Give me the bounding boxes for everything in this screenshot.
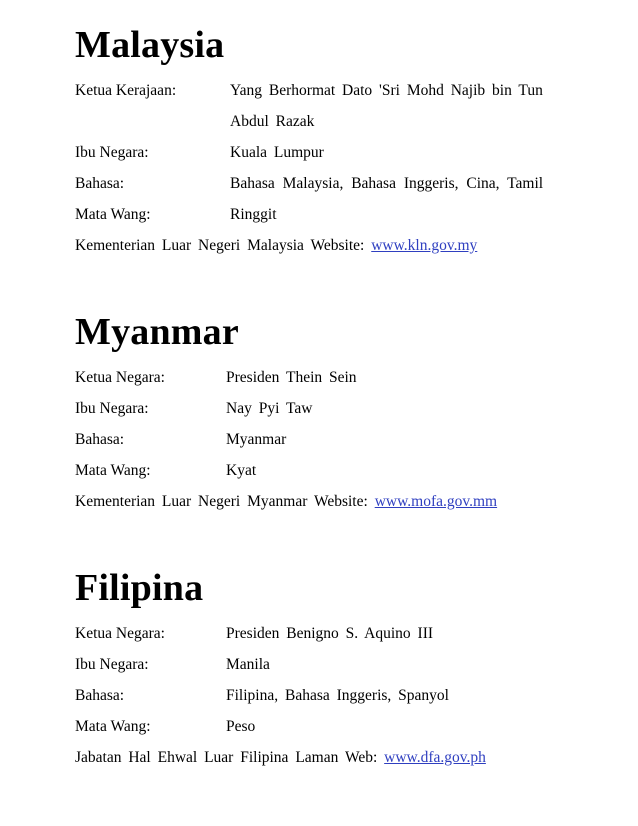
website-text: Jabatan Hal Ehwal Luar Filipina Laman Web: <box>75 749 378 766</box>
info-label: Ibu Negara: <box>75 656 149 673</box>
info-row-head-of-government <box>75 75 575 106</box>
info-value: Abdul Razak <box>230 113 315 130</box>
info-value: Ringgit <box>230 206 277 223</box>
website-link[interactable]: www.kln.gov.my <box>371 237 478 254</box>
info-value: Presiden Benigno S. Aquino III <box>226 625 434 642</box>
country-title: Malaysia <box>75 24 225 66</box>
website-row <box>75 742 575 773</box>
info-label: Ibu Negara: <box>75 144 149 161</box>
info-row-currency <box>75 455 575 486</box>
info-value: Kyat <box>226 462 257 479</box>
info-row-head-of-state <box>75 618 575 649</box>
website-row <box>75 486 575 517</box>
country-title: Myanmar <box>75 311 239 353</box>
info-label: Mata Wang: <box>75 462 151 479</box>
info-label: Bahasa: <box>75 687 125 704</box>
info-value: Nay Pyi Taw <box>226 400 313 417</box>
info-value: Filipina, Bahasa Inggeris, Spanyol <box>226 687 449 704</box>
website-row <box>75 230 575 261</box>
info-label: Ketua Negara: <box>75 369 165 386</box>
info-value: Peso <box>226 718 256 735</box>
info-label: Mata Wang: <box>75 206 151 223</box>
info-row-capital <box>75 137 575 168</box>
info-value: Myanmar <box>226 431 287 448</box>
info-value: Bahasa Malaysia, Bahasa Inggeris, Cina, Tamil <box>230 175 544 192</box>
info-row-currency <box>75 199 575 230</box>
info-row-currency <box>75 711 575 742</box>
info-row-language <box>75 680 575 711</box>
country-section-filipina <box>75 566 575 773</box>
website-link[interactable]: www.mofa.gov.mm <box>374 493 498 510</box>
info-value: Yang Berhormat Dato 'Sri Mohd Najib bin Tun <box>230 82 543 99</box>
info-row-head-of-government-cont <box>75 106 575 137</box>
country-section-malaysia <box>75 23 575 261</box>
website-text: Kementerian Luar Negeri Malaysia Website: <box>75 237 365 254</box>
info-value: Kuala Lumpur <box>230 144 324 161</box>
info-label: Bahasa: <box>75 175 125 192</box>
info-value: Manila <box>226 656 270 673</box>
info-label: Bahasa: <box>75 431 125 448</box>
info-row-head-of-state <box>75 362 575 393</box>
info-label: Ketua Negara: <box>75 625 165 642</box>
info-label: Ketua Kerajaan: <box>75 82 177 99</box>
info-row-language <box>75 168 575 199</box>
info-label: Ibu Negara: <box>75 400 149 417</box>
website-link[interactable]: www.dfa.gov.ph <box>384 749 486 766</box>
info-row-language <box>75 424 575 455</box>
info-label: Mata Wang: <box>75 718 151 735</box>
info-row-capital <box>75 649 575 680</box>
info-row-capital <box>75 393 575 424</box>
info-value: Presiden Thein Sein <box>226 369 357 386</box>
country-title: Filipina <box>75 567 204 609</box>
country-section-myanmar <box>75 310 575 517</box>
website-text: Kementerian Luar Negeri Myanmar Website: <box>75 493 368 510</box>
